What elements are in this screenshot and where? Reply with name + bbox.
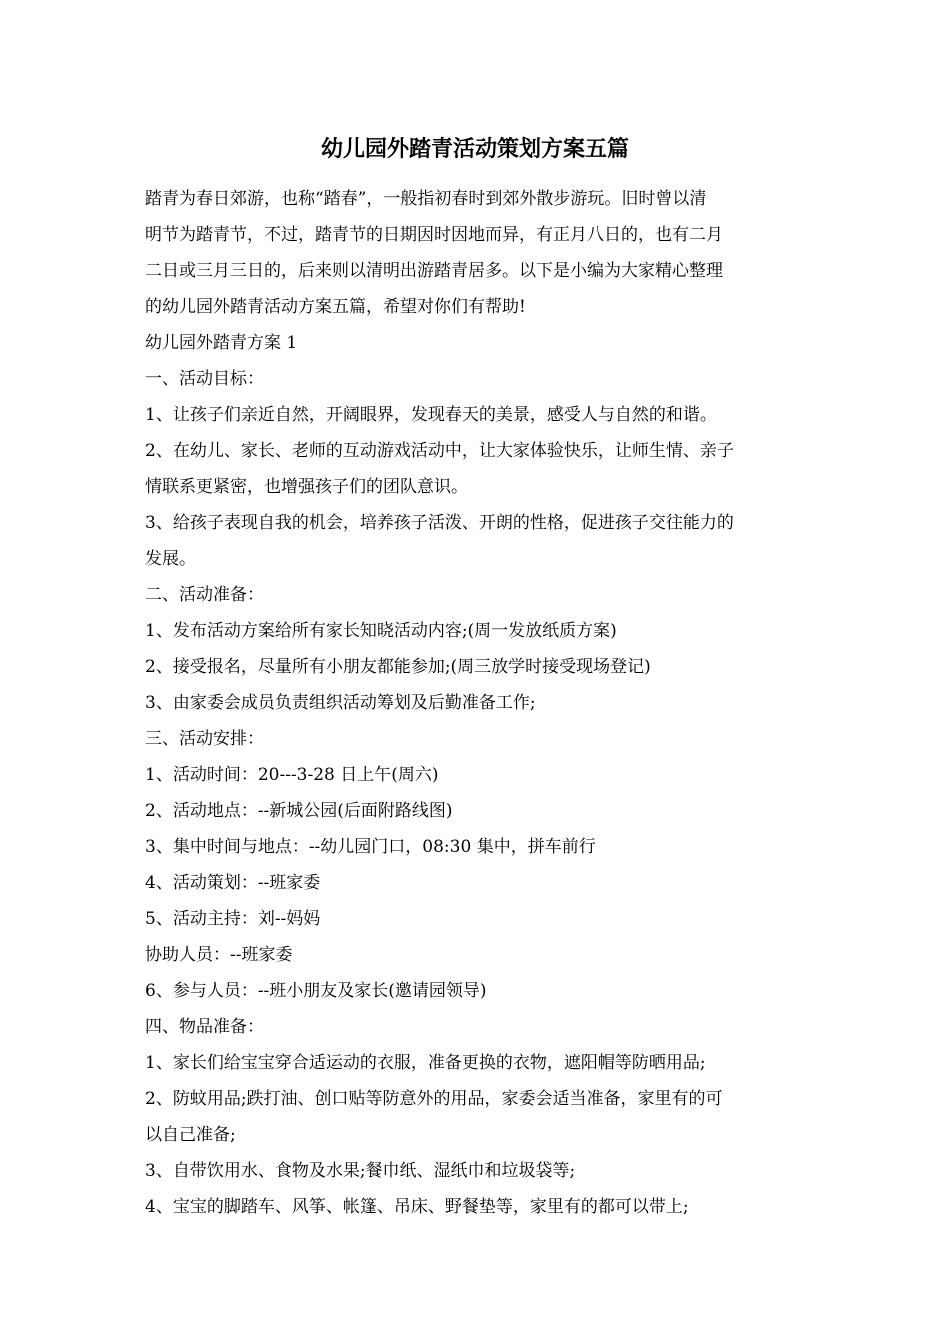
list-item: 1、家长们给宝宝穿合适运动的衣服，准备更换的衣物，遮阳帽等防晒用品; (145, 1053, 706, 1073)
section-heading: 二、活动准备： (145, 585, 264, 605)
list-item: 2、接受报名，尽量所有小朋友都能参加;(周三放学时接受现场登记) (145, 657, 651, 677)
intro-line: 踏青为春日郊游，也称“踏春”，一般指初春时到郊外散步游玩。旧时曾以清 (145, 189, 707, 209)
document-title: 幼儿园外踏青活动策划方案五篇 (320, 136, 629, 162)
list-item: 2、防蚊用品;跌打油、创口贴等防意外的用品，家委会适当准备，家里有的可 (145, 1089, 723, 1109)
list-item: 4、活动策划：--班家委 (145, 873, 321, 893)
list-item: 3、集中时间与地点：--幼儿园门口，08:30 集中，拼车前行 (145, 837, 596, 857)
list-item: 6、参与人员：--班小朋友及家长(邀请园领导) (145, 981, 487, 1001)
list-item: 2、活动地点：--新城公园(后面附路线图) (145, 801, 453, 821)
section-heading: 一、活动目标： (145, 369, 264, 389)
list-item: 3、给孩子表现自我的机会，培养孩子活泼、开朗的性格，促进孩子交往能力的 (145, 513, 734, 533)
section-heading-plan-1: 幼儿园外踏青方案 1 (145, 333, 298, 353)
list-item-continuation: 以自己准备; (145, 1125, 236, 1145)
document-body (145, 181, 807, 1225)
intro-line: 的幼儿园外踏青活动方案五篇，希望对你们有帮助! (145, 297, 526, 317)
list-item: 1、活动时间：20---3-28 日上午(周六) (145, 765, 439, 785)
list-item: 3、由家委会成员负责组织活动筹划及后勤准备工作; (145, 693, 536, 713)
list-item-continuation: 情联系更紧密，也增强孩子们的团队意识。 (145, 477, 468, 497)
intro-line: 明节为踏青节，不过，踏青节的日期因时因地而异，有正月八日的，也有二月 (145, 225, 723, 245)
section-heading: 四、物品准备： (145, 1017, 264, 1037)
list-item: 2、在幼儿、家长、老师的互动游戏活动中，让大家体验快乐，让师生情、亲子 (145, 441, 734, 461)
list-item: 协助人员：--班家委 (145, 945, 293, 965)
list-item: 3、自带饮用水、食物及水果;餐巾纸、湿纸巾和垃圾袋等; (145, 1161, 576, 1181)
list-item-continuation: 发展。 (145, 549, 196, 569)
list-item: 1、让孩子们亲近自然，开阔眼界，发现春天的美景，感受人与自然的和谐。 (145, 405, 717, 425)
list-item: 4、宝宝的脚踏车、风筝、帐篷、吊床、野餐垫等，家里有的都可以带上; (145, 1197, 689, 1217)
list-item: 1、发布活动方案给所有家长知晓活动内容;(周一发放纸质方案) (145, 621, 617, 641)
section-heading: 三、活动安排： (145, 729, 264, 749)
list-item: 5、活动主持：刘--妈妈 (145, 909, 321, 929)
intro-line: 二日或三月三日的，后来则以清明出游踏青居多。以下是小编为大家精心整理 (145, 261, 723, 281)
